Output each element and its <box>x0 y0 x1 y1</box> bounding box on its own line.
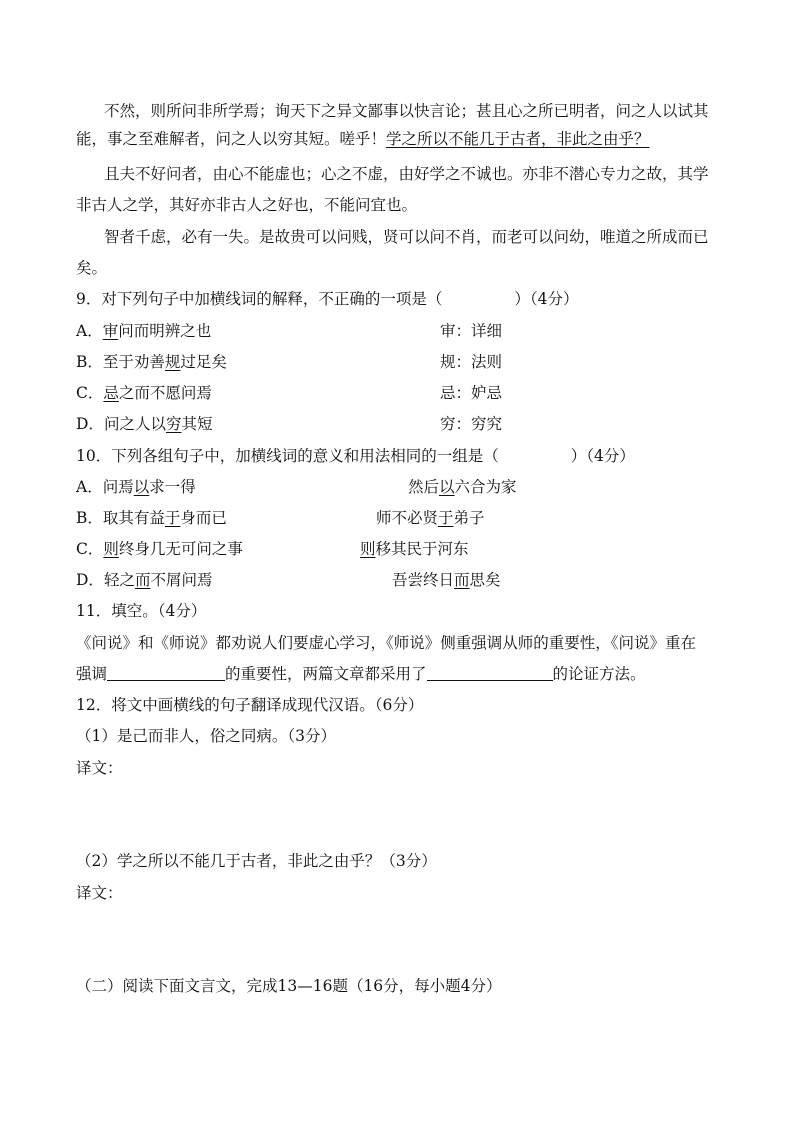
question-9-option-c: C．忌之而不愿问焉 <box>76 384 212 402</box>
fill-blank-1[interactable] <box>107 664 225 681</box>
underlined-word: 审 <box>102 322 119 340</box>
question-10-option-a: A．问焉以求一得 <box>76 478 196 496</box>
passage-p1-line2-text: 能，事之至难解者，问之人以穷其短。嗟乎！ <box>76 130 387 148</box>
question-9-option-d: D．问之人以穷其短 <box>76 415 213 433</box>
underlined-word: 以 <box>133 478 150 496</box>
question-10-option-c: C．则终身几无可问之事 <box>76 540 243 558</box>
question-9-gloss-d: 穷：穷究 <box>440 415 503 433</box>
passage-p1-line1: 不然，则所问非所学焉；询天下之异文鄙事以快言论；甚且心之所已明者，问之人以试其 <box>104 102 709 120</box>
question-10-option-c-second: 则移其民于河东 <box>360 540 469 558</box>
question-9-gloss-c: 忌：妒忌 <box>440 384 503 402</box>
question-10-option-d: D．轻之而不屑问焉 <box>76 571 213 589</box>
section-2-heading: （二）阅读下面文言文，完成13—16题（16分，每小题4分） <box>76 977 502 995</box>
underlined-word: 以 <box>439 478 455 496</box>
question-9-gloss-a: 审：详细 <box>440 322 503 340</box>
question-9-stem-text: 9．对下列句子中加横线词的解释，不正确的一项是（ <box>76 290 443 308</box>
question-10-stem-end: ）（4分） <box>570 447 635 465</box>
question-12-sub-1: （1）是己而非人，俗之同病。（3分） <box>76 727 336 745</box>
question-10-option-a-second: 然后以六合为家 <box>408 478 517 496</box>
passage-p1-line2 <box>76 128 650 150</box>
question-10-option-d-second: 吾尝终日而思矣 <box>392 571 501 589</box>
passage-p3-line2: 矣。 <box>76 259 108 277</box>
question-12-stem: 12．将文中画横线的句子翻译成现代汉语。（6分） <box>76 696 424 714</box>
question-9-stem-end: ）（4分） <box>514 290 579 308</box>
underlined-word: 规 <box>164 353 181 371</box>
question-11-stem: 11．填空。（4分） <box>76 602 207 620</box>
question-10-option-b: B．取其有益于身而已 <box>76 509 227 527</box>
underlined-word: 而 <box>134 571 151 589</box>
underlined-word: 穷 <box>165 415 182 433</box>
underlined-word: 于 <box>438 509 454 527</box>
question-9-stem <box>76 288 579 310</box>
question-12-sub-2: （2）学之所以不能几于古者，非此之由乎？（3分） <box>76 852 437 870</box>
fill-blank-2[interactable] <box>427 664 553 681</box>
underlined-word: 则 <box>360 540 376 558</box>
passage-p2-line2: 非古人之学，其好亦非古人之好也，不能问宜也。 <box>76 196 418 214</box>
question-9-option-a: A．审问而明辨之也 <box>76 322 212 340</box>
underlined-sentence: 学之所以不能几于古者，非此之由乎？ <box>386 130 650 148</box>
underlined-word: 则 <box>103 540 119 558</box>
question-11-line2: 强调 的重要性，两篇文章都采用了 的论证方法。 <box>76 665 646 683</box>
passage-p2-line1: 且夫不好问者，由心不能虚也；心之不虚，由好学之不诚也。亦非不潜心专力之故，其学 <box>104 165 709 183</box>
question-10-stem-text: 10．下列各组句子中，加横线词的意义和用法相同的一组是（ <box>76 447 499 465</box>
question-9-gloss-b: 规：法则 <box>440 353 503 371</box>
underlined-word: 而 <box>454 571 470 589</box>
question-12-answer-label-2: 译文： <box>76 884 123 902</box>
question-12-answer-label-1: 译文： <box>76 759 123 777</box>
passage-p3-line1: 智者千虑，必有一失。是故贵可以问贱，贤可以问不肖，而老可以问幼，唯道之所成而已 <box>104 228 709 246</box>
underlined-word: 忌 <box>103 384 119 402</box>
question-11-line1: 《问说》和《师说》都劝说人们要虚心学习，《师说》侧重强调从师的重要性，《问说》重在 <box>76 634 697 652</box>
question-10-stem <box>76 445 635 467</box>
underlined-word: 于 <box>164 509 181 527</box>
question-9-option-b: B．至于劝善规过足矣 <box>76 353 227 371</box>
question-10-option-b-second: 师不必贤于弟子 <box>376 509 485 527</box>
